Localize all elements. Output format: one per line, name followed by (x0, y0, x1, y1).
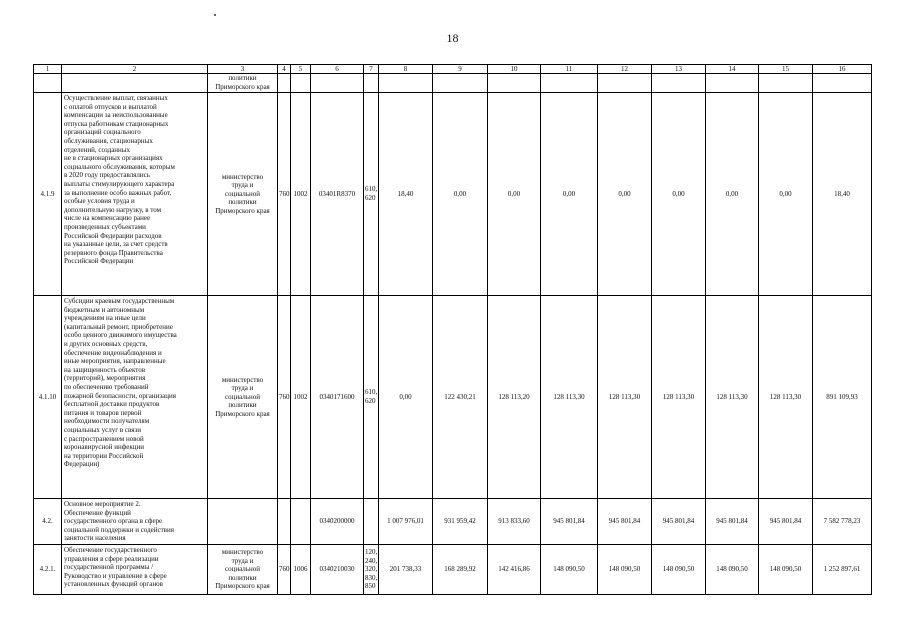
code-grbs (278, 499, 291, 545)
header-cell: 10 (488, 65, 541, 74)
code-expense-type (364, 499, 379, 545)
header-cell: 6 (311, 65, 364, 74)
amount-cell: 945 801,84 (652, 499, 706, 545)
amount-cell: 18,40 (379, 93, 433, 296)
page-number: 18 (446, 31, 459, 45)
agency-cell: министерство труда и социальной политики Приморского края (208, 296, 278, 499)
code-expense-type: 120, 240, 320, 830, 850 (364, 545, 379, 595)
agency-cell: министерство труда и социальной политики Приморского края (208, 93, 278, 296)
code-grbs: 760 (278, 296, 291, 499)
measure-name: Основное мероприятие 2. Обеспечение функций государственного органа в сфере социальной поддержки и содействия занятости населения (62, 499, 208, 545)
row-number: 4.1.10 (34, 296, 62, 499)
code-target: 0340171600 (311, 296, 364, 499)
header-cell: 5 (291, 65, 311, 74)
measure-name: Субсидии краевым государственным бюджетным и автономным учреждениям на иные цели (капитальный ремонт, приобретение особо ценного движимого имущества и других основных средств, обеспечение видеонаблюдения и иные мероприятия, направленные на защищенность объектов (территорий), мероприятия по обеспечению требований пожарной безопасности, организация бесплатной доставки продуктов питания и товаров первой необходимости получателям социальных услуг в связи с распространением новой коронавирусной инфекции на территории Российской Федерации) (62, 296, 208, 499)
continuation-row (34, 74, 872, 93)
agency-cell: политики Приморского края (208, 74, 278, 93)
code-section (291, 499, 311, 545)
table-row (34, 93, 872, 296)
amount-cell: 945 801,84 (598, 499, 652, 545)
table-row (34, 545, 872, 595)
amount-cell: 0,00 (759, 93, 813, 296)
code-target: 0340210030 (311, 545, 364, 595)
amount-cell: 913 833,60 (488, 499, 541, 545)
amount-cell: 945 801,84 (541, 499, 598, 545)
amount-cell: 0,00 (541, 93, 598, 296)
amount-cell: 201 738,33 (379, 545, 433, 595)
amount-cell: 1 252 897,61 (813, 545, 872, 595)
amount-cell: 0,00 (652, 93, 706, 296)
amount-cell: 945 801,84 (706, 499, 759, 545)
amount-cell: 128 113,30 (759, 296, 813, 499)
header-cell: 1 (34, 65, 62, 74)
amount-cell: 128 113,30 (541, 296, 598, 499)
code-section: 1002 (291, 296, 311, 499)
header-cell: 3 (208, 65, 278, 74)
amount-cell: 0,00 (706, 93, 759, 296)
code-grbs: 760 (278, 545, 291, 595)
header-cell: 16 (813, 65, 872, 74)
scan-speck (214, 14, 216, 16)
header-cell: 14 (706, 65, 759, 74)
amount-cell: 128 113,30 (706, 296, 759, 499)
amount-cell: 945 801,84 (759, 499, 813, 545)
agency-cell: министерство труда и социальной политики Приморского края (208, 545, 278, 595)
header-cell: 9 (433, 65, 488, 74)
code-expense-type: 610, 620 (364, 93, 379, 296)
header-cell: 13 (652, 65, 706, 74)
row-number: 4.2.1. (34, 545, 62, 595)
amount-cell: 122 430,21 (433, 296, 488, 499)
amount-cell: 168 289,92 (433, 545, 488, 595)
header-cell: 15 (759, 65, 813, 74)
amount-cell: 128 113,20 (488, 296, 541, 499)
header-cell: 8 (379, 65, 433, 74)
table-row (34, 499, 872, 545)
code-section: 1006 (291, 545, 311, 595)
amount-cell: 148 090,50 (652, 545, 706, 595)
amount-cell: 142 416,86 (488, 545, 541, 595)
header-cell: 4 (278, 65, 291, 74)
amount-cell: 0,00 (598, 93, 652, 296)
header-cell: 12 (598, 65, 652, 74)
amount-cell: 18,40 (813, 93, 872, 296)
amount-cell: 0,00 (433, 93, 488, 296)
measure-name: Обеспечение государственного управления в сфере реализации государственной программы / Руководство и управление в сфере установленных функций органов (62, 545, 208, 595)
amount-cell: 148 090,50 (598, 545, 652, 595)
amount-cell: 148 090,50 (706, 545, 759, 595)
row-number: 4.1.9 (34, 93, 62, 296)
measure-name: Осуществление выплат, связанных с оплатой отпусков и выплатой компенсации за неиспользованные отпуска работникам стационарных организаций социального обслуживания, стационарных отделений, созданных не в стационарных организациях социального обслуживания, которым в 2020 году предоставлялись выплаты стимулирующего характера за выполнение особо важных работ, особые условия труда и дополнительную нагрузку, в том числе на компенсацию ранее произведенных субъектами Российской Федерации расходов на указанные цели, за счет средств резервного фонда Правительства Российской Федерации (62, 93, 208, 296)
amount-cell: 148 090,50 (541, 545, 598, 595)
code-grbs: 760 (278, 93, 291, 296)
agency-cell (208, 499, 278, 545)
code-expense-type: 610, 620 (364, 296, 379, 499)
amount-cell: 7 582 778,23 (813, 499, 872, 545)
amount-cell: 0,00 (379, 296, 433, 499)
table-row (34, 296, 872, 499)
row-number: 4.2. (34, 499, 62, 545)
amount-cell: 128 113,30 (598, 296, 652, 499)
code-section: 1002 (291, 93, 311, 296)
amount-cell: 0,00 (488, 93, 541, 296)
header-cell: 7 (364, 65, 379, 74)
amount-cell: 148 090,50 (759, 545, 813, 595)
code-target: 0340200000 (311, 499, 364, 545)
header-row (34, 65, 872, 74)
header-cell: 11 (541, 65, 598, 74)
amount-cell: 1 007 976,01 (379, 499, 433, 545)
header-cell: 2 (62, 65, 208, 74)
code-target: 03401R8370 (311, 93, 364, 296)
amount-cell: 891 109,93 (813, 296, 872, 499)
amount-cell: 128 113,30 (652, 296, 706, 499)
budget-table (33, 64, 872, 595)
amount-cell: 931 959,42 (433, 499, 488, 545)
